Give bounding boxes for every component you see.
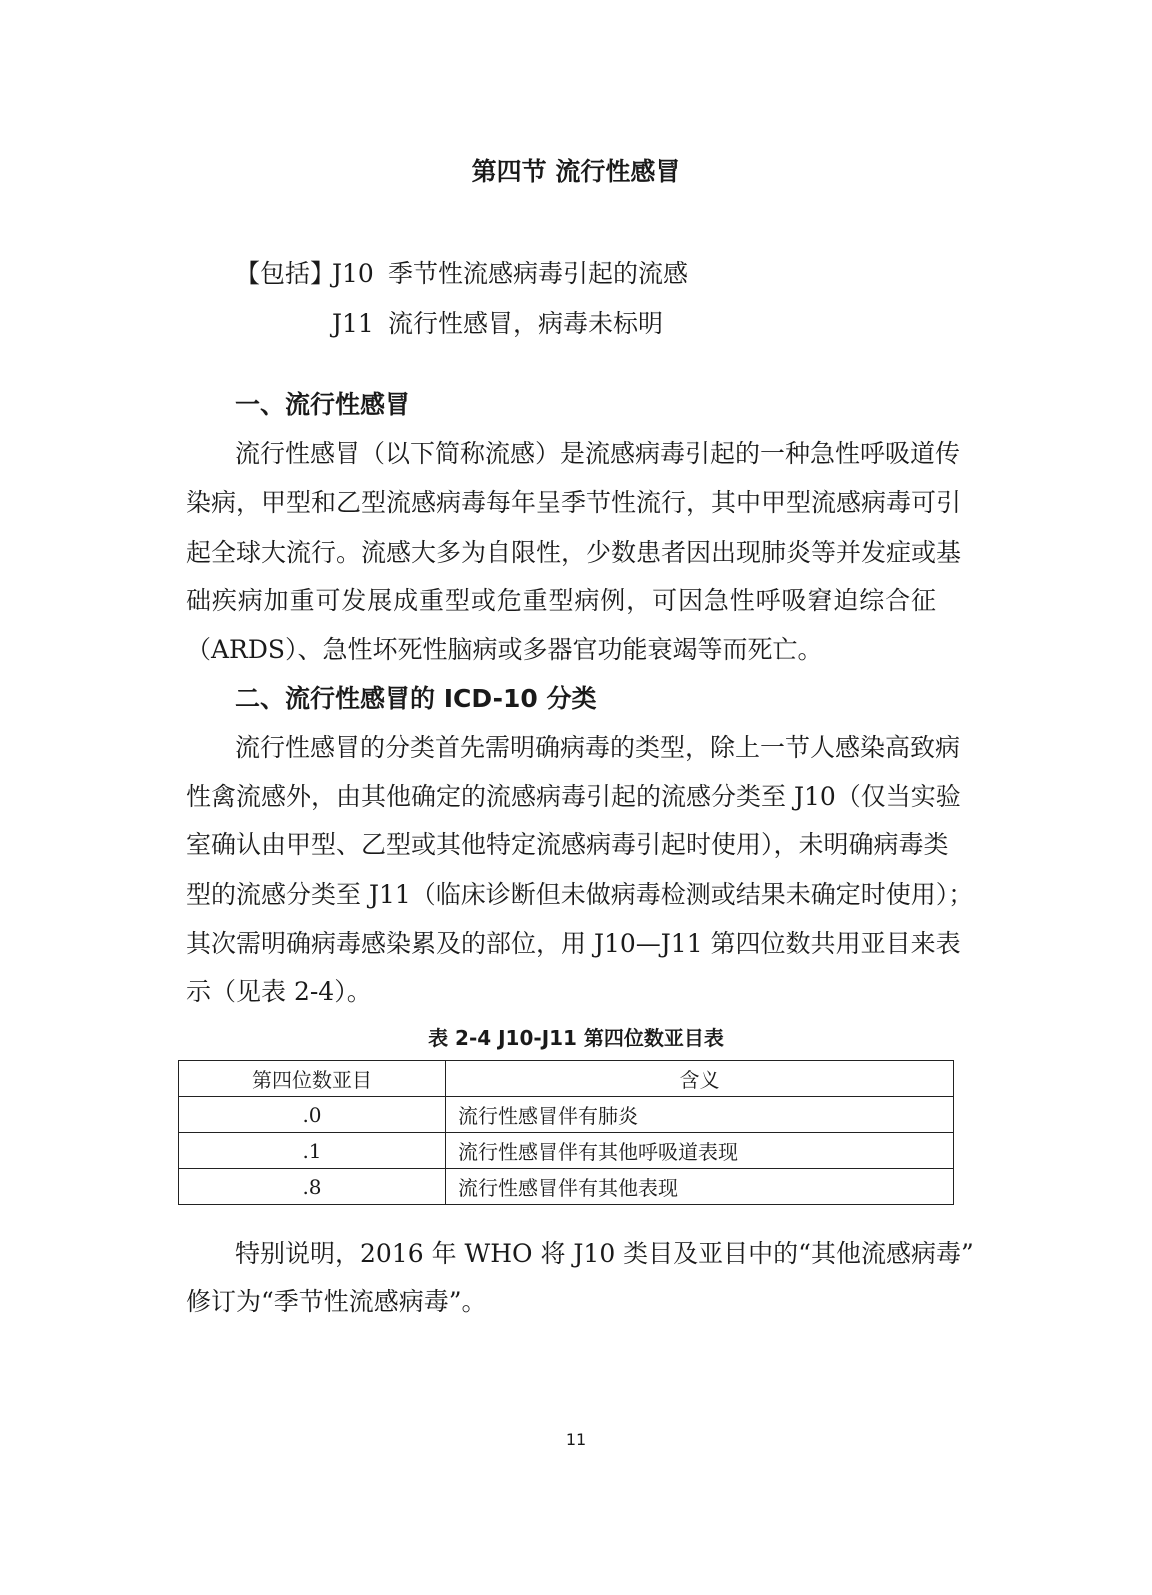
heading-part2: 二、流行性感冒的 ICD-10 分类 [235,684,597,713]
note-line: 特别说明，2016 年 WHO 将 J10 类目及亚目中的“其他流感病毒” [235,1239,974,1268]
subcategory-table [178,1060,954,1205]
table-cell-meaning: 流行性感冒伴有肺炎 [446,1097,954,1133]
heading-part1: 一、流行性感冒 [235,390,411,419]
includes-code: J11 [332,309,374,338]
paragraph-line: 示（见表 2-4）。 [186,977,372,1006]
table-row [179,1133,954,1169]
table-cell-meaning: 流行性感冒伴有其他表现 [446,1169,954,1205]
paragraph-line: 染病，甲型和乙型流感病毒每年呈季节性流行，其中甲型流感病毒可引 [186,488,962,517]
paragraph-line: 其次需明确病毒感染累及的部位，用 J10—J11 第四位数共用亚目来表 [186,929,961,958]
includes-text: 季节性流感病毒引起的流感 [388,259,689,288]
includes-text: 流行性感冒，病毒未标明 [388,309,664,338]
paragraph-line: 流行性感冒的分类首先需明确病毒的类型，除上一节人感染高致病 [235,733,961,762]
table-header-cell: 第四位数亚目 [179,1061,446,1097]
paragraph-line: 室确认由甲型、乙型或其他特定流感病毒引起时使用），未明确病毒类 [186,830,949,859]
paragraph-line: 流行性感冒（以下简称流感）是流感病毒引起的一种急性呼吸道传 [235,439,961,468]
paragraph-line: （ARDS）、急性坏死性脑病或多器官功能衰竭等而死亡。 [186,635,823,664]
table-caption: 表 2-4 J10-J11 第四位数亚目表 [428,1026,724,1050]
includes-code: J10 [332,259,374,288]
table-cell-code: .1 [179,1133,446,1169]
paragraph-line: 性禽流感外，由其他确定的流感病毒引起的流感分类至 J10（仅当实验 [186,782,961,811]
table-cell-code: .8 [179,1169,446,1205]
paragraph-line: 起全球大流行。流感大多为自限性，少数患者因出现肺炎等并发症或基 [186,538,962,567]
section-title: 第四节 流行性感冒 [471,157,681,186]
paragraph-line: 础疾病加重可发展成重型或危重型病例，可因急性呼吸窘迫综合征 [186,586,936,615]
table-row [179,1097,954,1133]
table-cell-meaning: 流行性感冒伴有其他呼吸道表现 [446,1133,954,1169]
includes-line-1 [235,254,688,290]
page-number: 11 [565,1430,587,1449]
includes-label: 【包括】 [235,259,336,288]
table-cell-code: .0 [179,1097,446,1133]
table-header-cell: 含义 [446,1061,954,1097]
table-row [179,1169,954,1205]
table-header-row [179,1061,954,1097]
paragraph-line: 型的流感分类至 J11（临床诊断但未做病毒检测或结果未确定时使用）； [186,880,974,909]
includes-line-2 [332,304,663,340]
note-line: 修订为“季节性流感病毒”。 [186,1287,487,1316]
